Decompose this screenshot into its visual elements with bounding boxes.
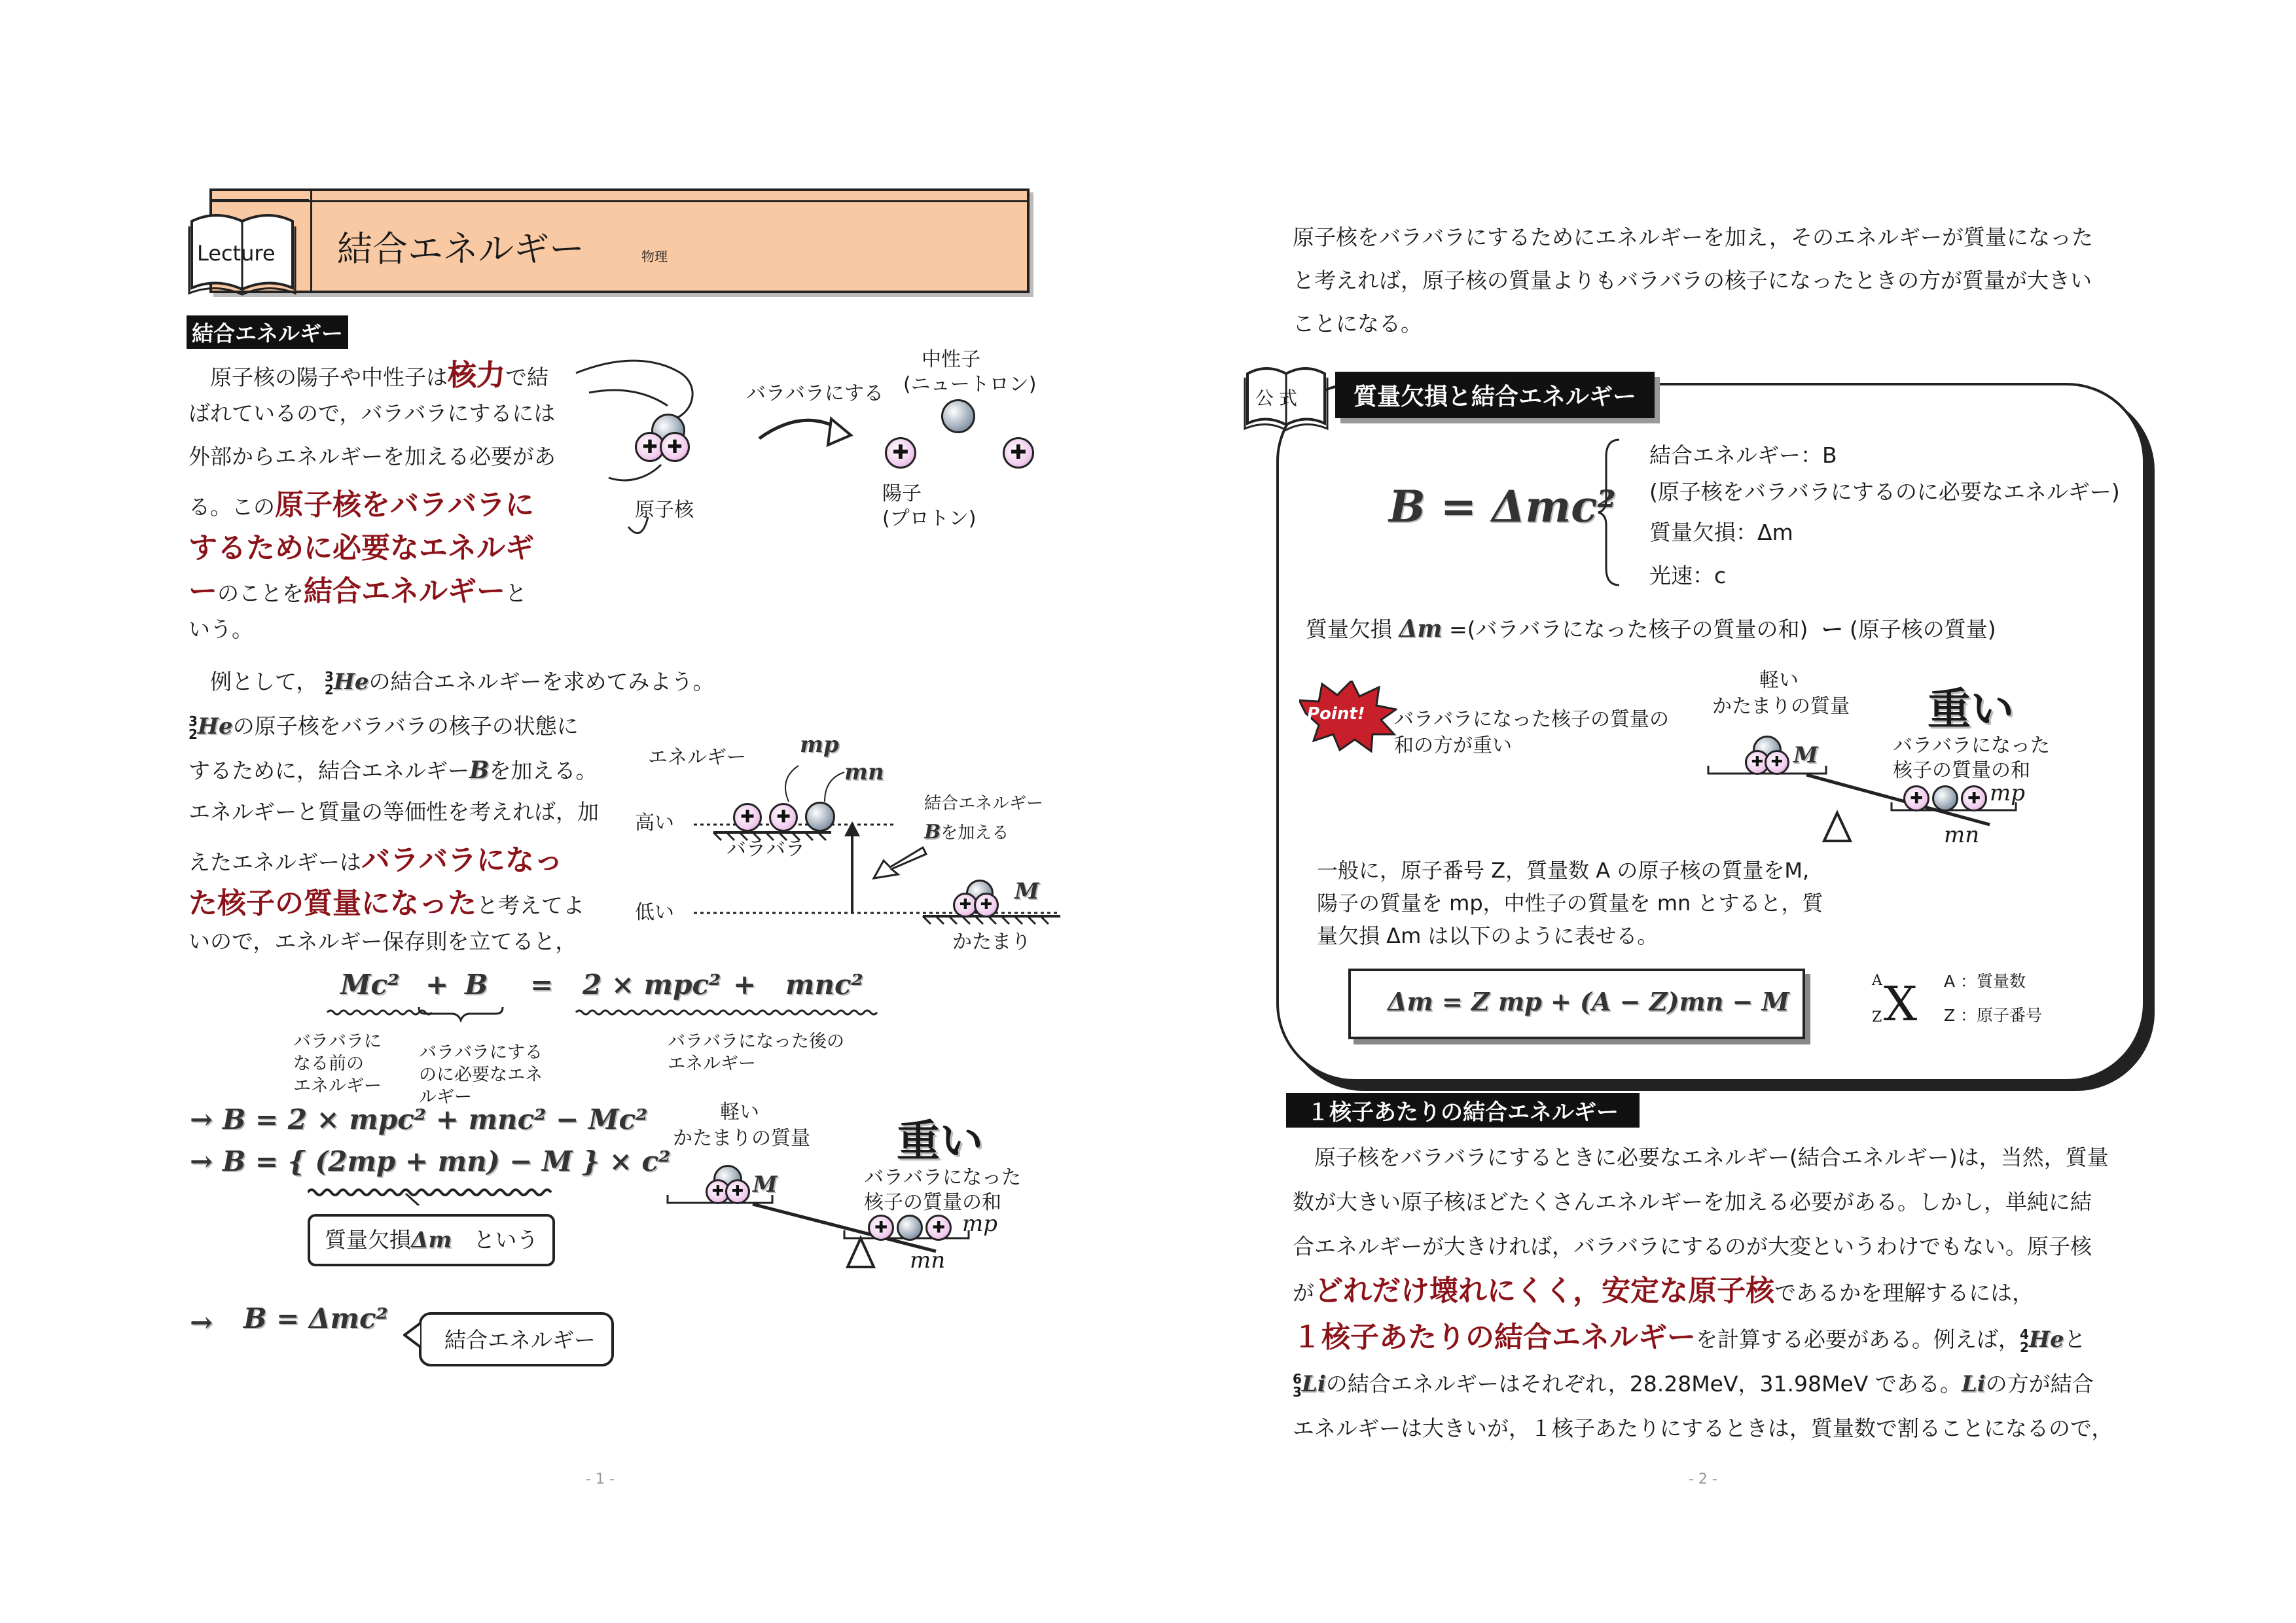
heavy-label-right: 重い [1928, 684, 2014, 734]
intro-paragraph-right: 原子核をバラバラにするためにエネルギーを加え，そのエネルギーが質量になった と考えれば，原子核の質量よりもバラバラの核子になったときの方が質量が大きい ことになる。 [1293, 224, 2093, 336]
mp-label: mp [800, 732, 839, 758]
neutron-icon [941, 399, 975, 433]
page-title: 結合エネルギー [337, 228, 584, 270]
note-binding: バラバラにする のに必要なエネ ルギー [419, 1043, 543, 1107]
page-number-right: - 2 - [1689, 1471, 1717, 1488]
lecture-label: Lecture [197, 241, 276, 266]
formula-book-icon: 公式 [1244, 363, 1329, 435]
general-formula-box: Δm = Z mp + (A − Z)mn − M [1348, 969, 1805, 1039]
neutron-label: 中性子 [922, 348, 980, 371]
formula-title: 質量欠損と結合エネルギー [1335, 372, 1655, 418]
high-label: 高い [635, 812, 674, 834]
section-heading-2: １核子あたりの結合エネルギー [1286, 1093, 1640, 1128]
example-line: 例として， 3 2 Heの結合エネルギーを求めてみよう。 [188, 668, 715, 698]
proton-label: 陽子 [882, 482, 922, 505]
page-number: - 1 - [586, 1471, 615, 1488]
binding-label: 結合エネルギー [924, 794, 1044, 813]
heavy-label: 重い [897, 1116, 983, 1166]
subject-label: 物理 [641, 249, 668, 264]
energy-equation: Mc² + B = 2 × mpc² + mnc² バラバラに なる前の エネルギー バラバラにする のに必要なエネ ルギー バラバラになった後の エネルギー [288, 969, 929, 1113]
equation-3: → B = { (2mp + mn) − M } × c² [190, 1145, 671, 1177]
mass-balance-scale: 軽い かたまりの質量 ✚ ✚ M 重い バラバラになった 核子の質量の和 ✚ ✚ mp mn [661, 1099, 1054, 1289]
equation-4: B = Δmc² [243, 1302, 388, 1334]
title-bar [209, 188, 1030, 293]
point-badge: Point! [1299, 681, 1397, 753]
neutron-label-2: (ニュートロン) [903, 373, 1037, 396]
nuclide-notation: A Z X A ：質量数 Z ：原子番号 [1872, 972, 2043, 1031]
intro-paragraph: 原子核の陽子や中性子は核力で結 ばれているので，バラバラにするには 外部からエネルギーを加える必要があ る。この原子核をバラバラに するために必要なエネルギ ーのことを結合エネルギーと いう。 [188, 359, 556, 642]
general-paragraph: 一般に，原子番号 Z，質量数 A の原子核の質量をM, 陽子の質量を mp，中性子の質量を mn とすると，質 量欠損 Δm は以下のように表せる。 [1317, 858, 1823, 948]
binding-bubble: 結合エネルギー [419, 1312, 614, 1366]
per-nucleon-paragraph: 原子核をバラバラにするときに必要なエネルギー(結合エネルギー)は，当然，質量 数が大きい原子核ほどたくさんエネルギーを加える必要がある。しかし，単純に結 合エネルギーが大きければ，バラバラにするのが大変というわけでもない。原子核 がどれだけ壊れにくく，安定な原子核であるかを理解するには， １核子あたりの結合エネルギーを計算する必要がある。例えば， 4 2 Heと 6 3 Liの結合エネルギーはそれぞれ，28.28MeV，31.98MeV である。Liの方が結合 エネルギーは大きいが，１核子あたりにするときは，質量数で割ることになるので， [1293, 1145, 2113, 1441]
equation-2: → B = 2 × mpc² + mnc² − Mc² [190, 1103, 648, 1135]
explanation-paragraph: 3 2 Heの原子核をバラバラの核子の状態に するために，結合エネルギーBを加える。 エネルギーと質量の等価性を考えれば，加 えたエネルギーはバラバラになっ た核子の質量になったと考えてよ いので，エネルギー保存則を立てると， [188, 713, 599, 954]
proton-label-2: (プロトン) [882, 507, 977, 530]
lecture-book-icon [187, 209, 298, 301]
formula-legend: 結合エネルギー：B (原子核をバラバラにするのに必要なエネルギー) 質量欠損：Δm 光速：c [1649, 442, 2120, 588]
proton-icon [1003, 437, 1034, 469]
mass-balance-scale-right: 軽い かたまりの質量 ✚ ✚ M 重い バラバラになった 核子の質量の和 ✚ ✚ mp mn [1702, 668, 2108, 864]
arrow-4: → [190, 1306, 213, 1338]
note-after: バラバラになった後の エネルギー [668, 1031, 844, 1074]
mn-label: mn [844, 759, 884, 785]
nucleus-split-diagram [569, 347, 1054, 537]
energy-axis-label: エネルギー [648, 746, 746, 769]
big-formula: B = Δmc² [1389, 481, 1617, 532]
nucleus-label: 原子核 [635, 499, 694, 522]
mass-defect-definition: 質量欠損 Δm =(バラバラになった核子の質量の和) ー (原子核の質量) [1306, 615, 1996, 643]
arrow-label: バラバラにする [746, 382, 884, 405]
mass-defect-bubble: 質量欠損Δm という [308, 1214, 555, 1266]
point-text: バラバラになった核子の質量の 和の方が重い [1394, 708, 1669, 757]
section-heading: 結合エネルギー [187, 315, 348, 349]
low-label: 低い [635, 901, 674, 924]
barabara-label: バラバラ [726, 838, 805, 861]
note-before: バラバラに なる前の エネルギー [293, 1031, 382, 1096]
proton-icon [885, 437, 916, 469]
energy-level-diagram: エネルギー mp mn 高い 低い ✚ ✚ バラバラ 結合エネルギー Bを加える ✚ ✚ M かたまり [628, 726, 1060, 962]
katamari-label: かたまり [952, 931, 1031, 954]
M-label: M [1014, 878, 1039, 904]
